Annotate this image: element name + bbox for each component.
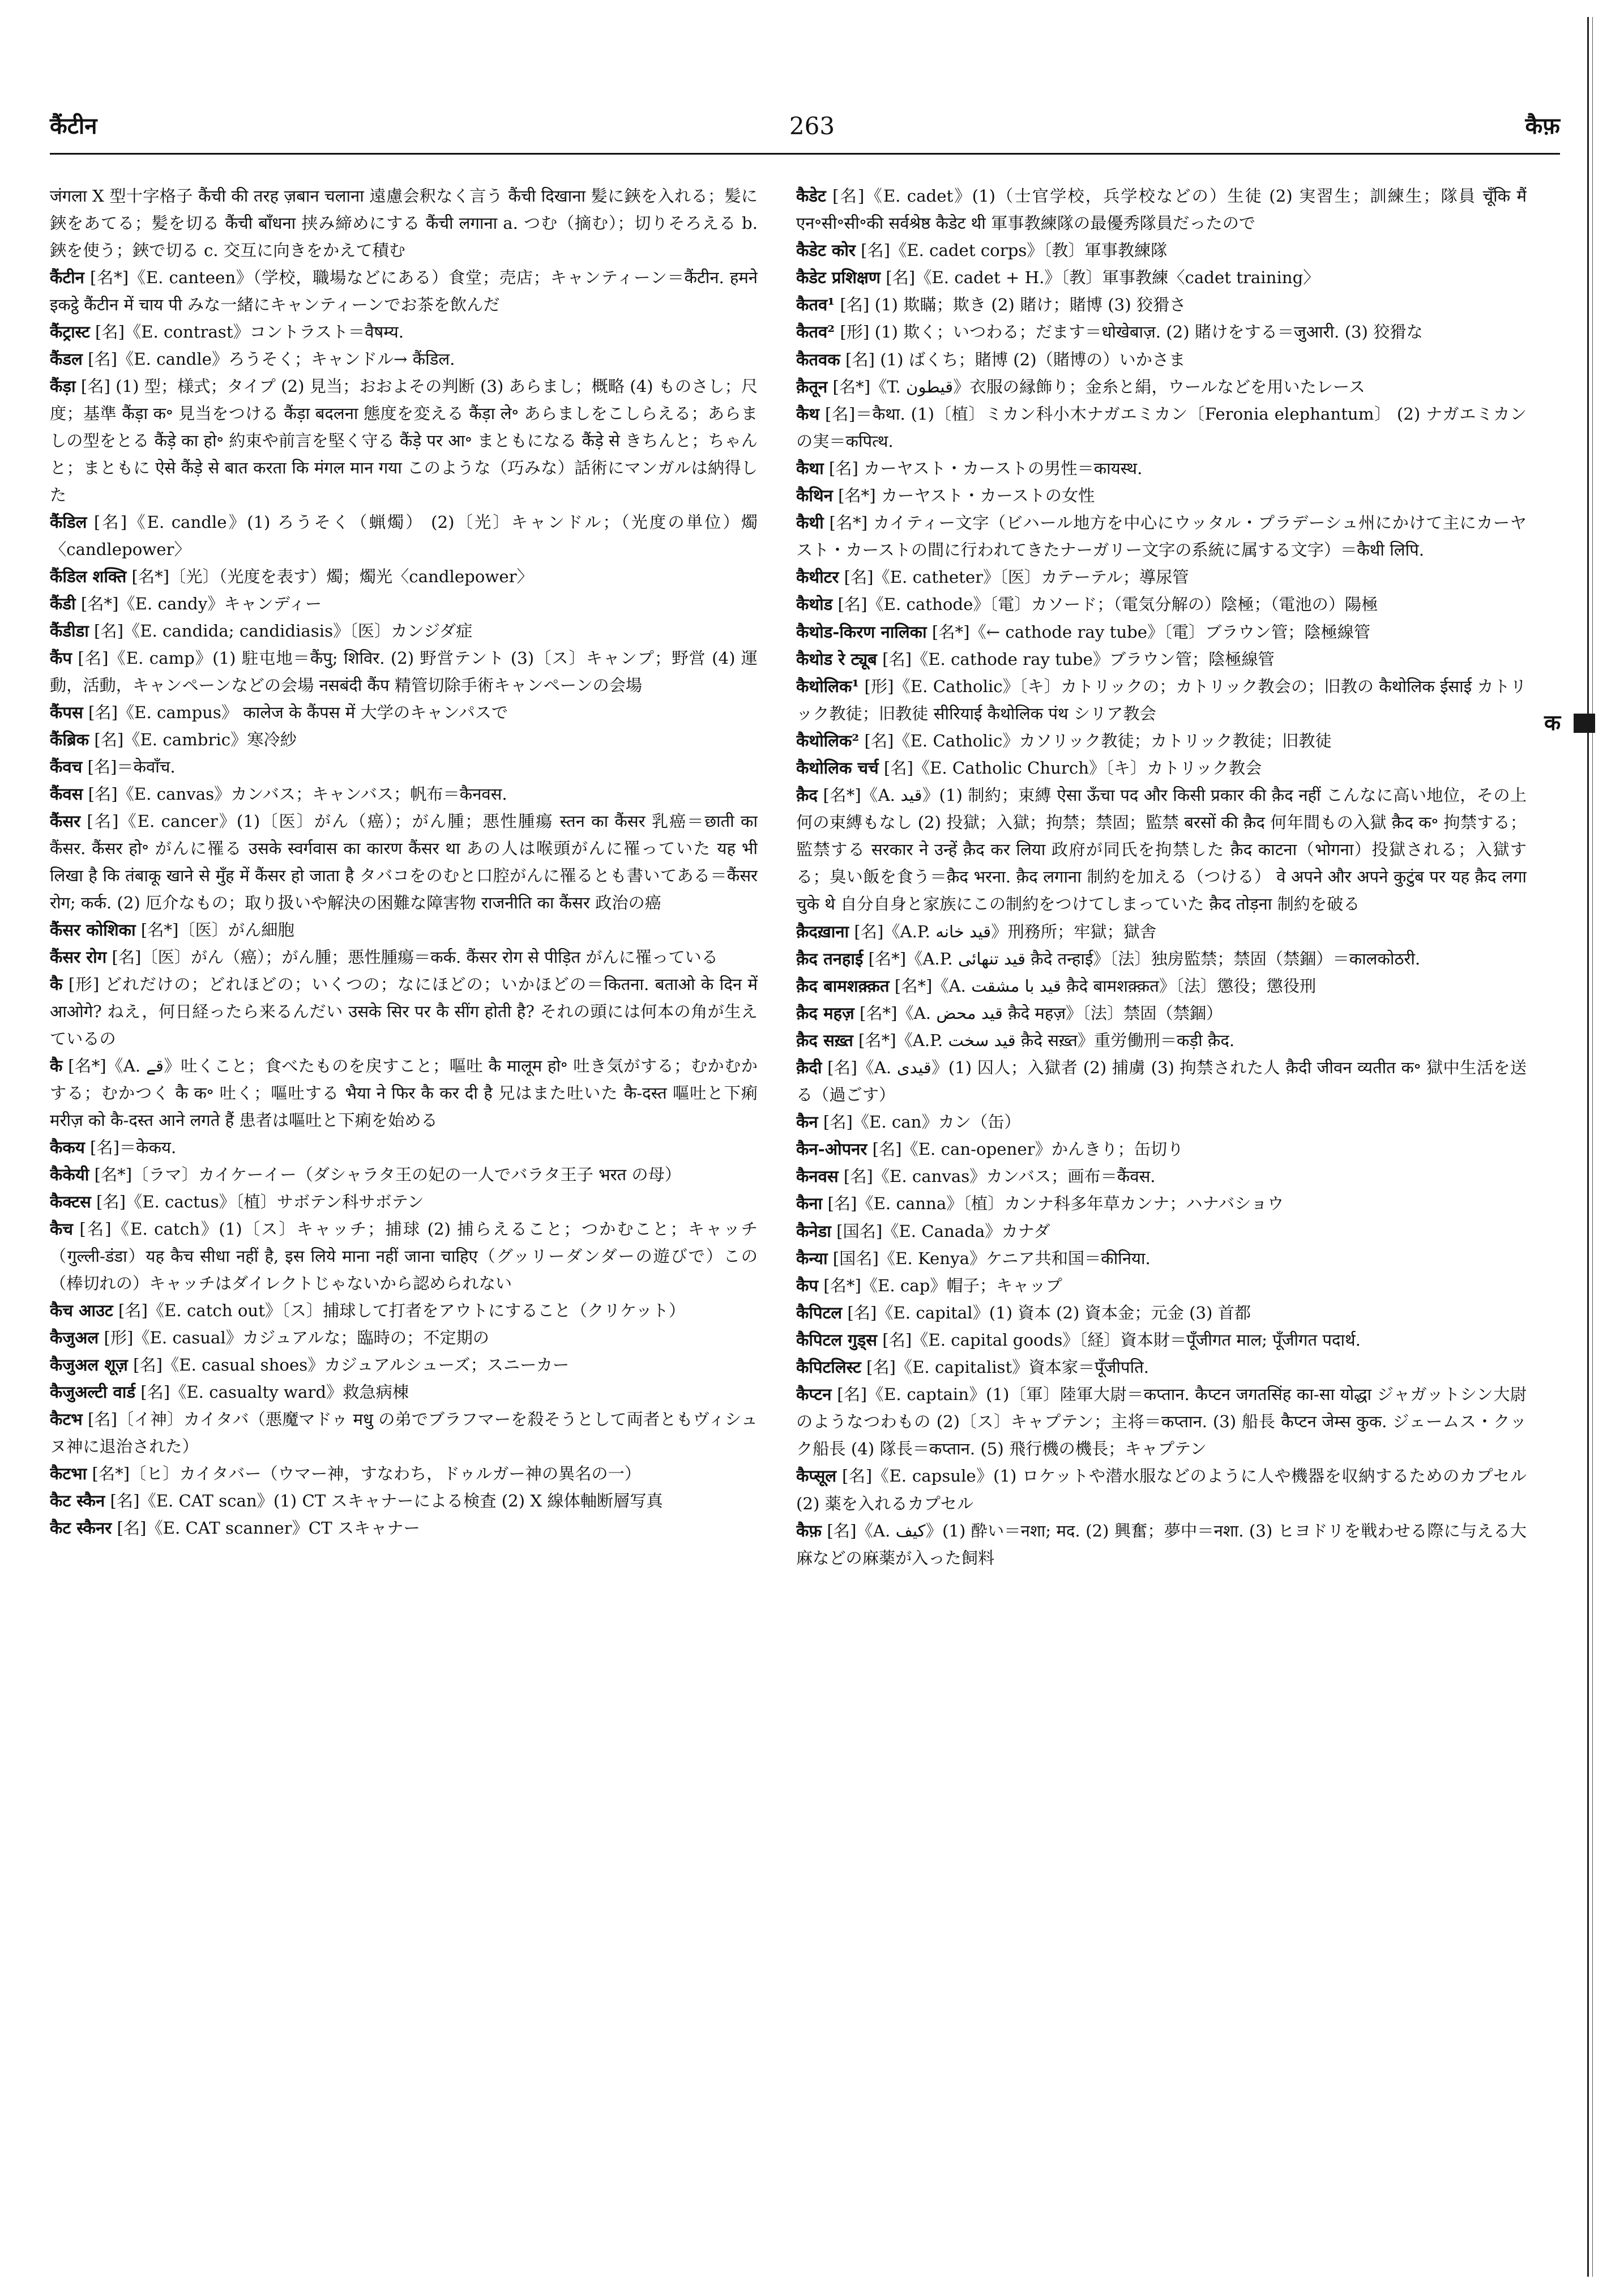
dictionary-entry xyxy=(50,264,758,318)
entry-headword: कैना xyxy=(796,1194,823,1214)
entry-headword: कैच आउट xyxy=(50,1301,113,1320)
dictionary-entry xyxy=(796,1163,1527,1190)
dictionary-entry xyxy=(50,1324,758,1351)
dictionary-entry xyxy=(796,1054,1527,1108)
entry-definition: [名*]《A. قيد محض क़ैदे महज़》〔法〕禁固（禁錮） xyxy=(859,1003,1223,1023)
entry-headword: कैंटीन xyxy=(50,268,84,287)
entry-definition: [名]《E. CAT scanner》CT スキャナー xyxy=(117,1518,420,1538)
entry-definition: [名*]〔光〕（光度を表す）燭；燭光〈candlepower〉 xyxy=(131,567,533,586)
entry-headword: कैंट्रास्ट xyxy=(50,322,90,342)
entry-headword: कैथिन xyxy=(796,486,833,506)
entry-definition: [国名]《E. Kenya》ケニア共和国＝कीनिया. xyxy=(832,1248,1151,1268)
dictionary-entry xyxy=(796,1108,1527,1136)
entry-definition: [名]《E. canna》〔植〕カンナ科多年草カンナ；ハナバショウ xyxy=(827,1194,1284,1214)
entry-headword: कैडेट कोर xyxy=(796,241,856,261)
dictionary-entry xyxy=(796,564,1527,591)
entry-headword: कैंप xyxy=(50,648,72,668)
entry-headword: कैंसर रोग xyxy=(50,947,107,967)
dictionary-entry xyxy=(50,753,758,780)
dictionary-entry xyxy=(50,808,758,916)
dictionary-entry xyxy=(50,645,758,699)
thumb-index-letter: क xyxy=(1544,710,1561,735)
dictionary-entry xyxy=(796,1027,1527,1054)
entry-definition: [名]《A. كيف》(1) 酔い＝नशा; मद. (2) 興奮；夢中＝नशा. (3) ヒヨドリを戦わせる際に与える大麻などの麻薬が入った飼料 xyxy=(796,1521,1527,1568)
entry-headword: कैपिटल गुड्स xyxy=(796,1330,877,1350)
entry-definition: [名]《E. candida; candidiasis》〔医〕カンジダ症 xyxy=(94,621,473,641)
dictionary-entry xyxy=(796,1272,1527,1299)
entry-headword: कैंवच xyxy=(50,757,83,776)
entry-definition: [名*]《A. قے》吐くこと；食べたものを戻すこと；嘔吐 कै मालूम हो॰ 吐き気がする；むかむかする；むかつく कै क॰ 吐く；嘔吐する भैया ने फिर कै कर दी है 兄はまた吐いた कै-दस्त 嘔吐と下痢 मरीज़ को कै-दस्त आने लगते हैं 患者は嘔吐と下痢を始める xyxy=(50,1056,758,1130)
dictionary-entry xyxy=(50,1188,758,1215)
entry-headword: कैथोलिक² xyxy=(796,731,860,750)
entry-headword: कैथोड-किरण नालिका xyxy=(796,622,927,642)
entry-definition: [名*]〔ラマ〕カイケーイー（ダシャラタ王の妃の一人でバラタ王子 भरत の母） xyxy=(94,1165,681,1184)
dictionary-entry xyxy=(50,509,758,563)
entry-headword: कैट स्कैन xyxy=(50,1491,105,1510)
entry-headword: कै xyxy=(50,1056,63,1075)
entry-headword: कैन्या xyxy=(796,1248,828,1268)
entry-definition: [形] どれだけの；どれほどの；いくつの；なにほどの；いかほどの＝कितना. बताओ के दिन में आओगे? ねえ，何日経ったら来るんだい उसके सिर पर कै सींग होती है? それの頭には何本の角が生えているの xyxy=(50,975,758,1048)
entry-headword: कैच xyxy=(50,1219,73,1239)
entry-headword: कैतवक xyxy=(796,349,840,369)
dictionary-entry xyxy=(50,318,758,345)
entry-definition: [国名]《E. Canada》カナダ xyxy=(836,1221,1050,1241)
entry-headword: कैंब्रिक xyxy=(50,730,89,749)
dictionary-entry xyxy=(50,1514,758,1542)
entry-definition: [名] (1) 欺瞞；欺き (2) 賭け；賭博 (3) 狡猾さ xyxy=(840,295,1186,315)
entry-definition: [名]《E. Catholic Church》〔キ〕カトリック教会 xyxy=(883,758,1262,778)
entry-headword: कैकेयी xyxy=(50,1165,89,1184)
entry-definition: [名*]《A.P. قيد سخت क़ैदे सख़्त》重労働刑＝कड़ी क़ैद. xyxy=(858,1030,1235,1050)
entry-headword: कैटभा xyxy=(50,1464,87,1483)
entry-definition: [名*]《A. قيد》(1) 制約；束縛 ऐसा ऊँचा पद और किसी प्रकार की क़ैद नहीं こんなに高い地位，その上何の束縛もなし (2) 投獄；入獄；拘禁；禁固；監禁 बरसों की क़ैद 何年間もの入獄 क़ैद क॰ 拘禁する；監禁する सरकार ने उन्हें क़ैद कर लिया 政府が同氏を拘禁した क़ैद काटना（भोगना）投獄される；入獄する；臭い飯を食う＝क़ैद भरना. क़ैद लगाना 制約を加える（つける） वे अपने और अपने कुटुंब पर यह क़ैद लगा चुके थे 自分自身と家族にこの制約をつけてしまっていた क़ैद तोड़ना 制約を破る xyxy=(796,786,1527,914)
dictionary-entry xyxy=(50,1297,758,1324)
dictionary-entry xyxy=(796,455,1527,482)
entry-definition: [名]《E. catch》(1)〔ス〕キャッチ；捕球 (2) 捕らえること；つかむこと；キャッチ（गुल्ली-डंडा）यह कैच सीधा नहीं है, इस लिये माना नहीं जाना चाहिए（グッリーダンダーの遊びで）この（棒切れの）キャッチはダイレクトじゃないから認められない xyxy=(50,1219,758,1293)
entry-definition: [名]《E. CAT scan》(1) CT スキャナーによる検査 (2) X 線体軸断層写真 xyxy=(110,1491,663,1510)
entry-definition: [名]《E. cactus》〔植〕サボテン科サボテン xyxy=(96,1192,424,1211)
dictionary-entry xyxy=(50,373,758,509)
dictionary-entry xyxy=(50,590,758,617)
dictionary-entry xyxy=(50,617,758,645)
page-number: 263 xyxy=(789,112,835,140)
entry-definition: [名]《E. capsule》(1) ロケットや潜水服などのように人や機器を収納するためのカプセル (2) 薬を入れるカプセル xyxy=(796,1466,1527,1513)
dictionary-entry xyxy=(50,1487,758,1514)
dictionary-entry xyxy=(50,1406,758,1460)
entry-definition: [名] (1) ばくち；賭博 (2)（賭博の）いかさま xyxy=(845,349,1186,369)
dictionary-entry xyxy=(796,264,1527,291)
dictionary-entry xyxy=(796,673,1527,727)
entry-headword: कैथोड रे ट्यूब xyxy=(796,649,877,669)
entry-headword: कैथोलिक चर्च xyxy=(796,758,879,778)
dictionary-entry xyxy=(50,1161,758,1188)
dictionary-entry xyxy=(50,780,758,808)
dictionary-entry xyxy=(50,944,758,971)
entry-headword: कैंपस xyxy=(50,703,83,722)
entry-headword: कैट स्कैनर xyxy=(50,1518,112,1538)
dictionary-entry xyxy=(50,726,758,753)
entry-definition: [名]《E. campus》 कालेज के कैंपस में 大学のキャンパスで xyxy=(88,703,508,722)
dictionary-entry xyxy=(796,291,1527,318)
entry-definition: [名]《E. captain》(1)〔軍〕陸軍大尉＝कप्तान. कैप्टन जगतसिंह का-सा योद्धा ジャガットシン大尉のようなつわもの (2)〔ス〕キャプテン；主将＝कप्तान. (3) 船長 कैप्टन जेम्स कुक. ジェームス・クック船長 (4) 隊長＝कप्तान. (5) 飛行機の機長；キャプテン xyxy=(796,1385,1527,1459)
dictionary-entry xyxy=(796,1462,1527,1517)
dictionary-entry xyxy=(796,1381,1527,1462)
entry-headword: कैंडी xyxy=(50,594,76,613)
dictionary-entry xyxy=(50,1460,758,1487)
dictionary-entry xyxy=(796,1354,1527,1381)
entry-definition: [名*]〔ヒ〕カイタバー（ウマー神，すなわち，ドゥルガー神の異名の一） xyxy=(92,1464,641,1483)
entry-definition: [名*]《T. قيطون》衣服の縁飾り；金糸と絹，ウールなどを用いたレース xyxy=(832,377,1365,396)
left-guide-word: कैंटीन xyxy=(50,113,97,139)
dictionary-entry xyxy=(796,1136,1527,1163)
page-edge-rule-inner xyxy=(1592,17,1593,2277)
entry-headword: कैप्टन xyxy=(796,1385,832,1405)
entry-definition: [名]《E. capitalist》資本家＝पूँजीपति. xyxy=(866,1358,1149,1377)
dictionary-entry xyxy=(50,971,758,1052)
dictionary-entry xyxy=(796,945,1527,972)
entry-definition: [名*] カイティー文字（ビハール地方を中心にウッタル・プラデーシュ州にかけて主にカーヤスト・カーストの間に行われてきたナーガリー文字の系統に属する文字）＝कैथी लिपि. xyxy=(796,513,1527,560)
entry-definition: [名]《E. Catholic》カソリック教徒；カトリック教徒；旧教徒 xyxy=(864,731,1332,750)
dictionary-entry xyxy=(50,182,758,264)
entry-definition: जंगला X 型十字格子 कैंची की तरह ज़बान चलाना 遠慮会釈なく言う कैंची दिखाना 髪に鋏を入れる；髪に鋏をあてる；髪を切る कैंची बाँधना 挟み締めにする कैंची लगाना a. つむ（摘む）；切りそろえる b. 鋏を使う；鋏で切る c. 交互に向きをかえて積む xyxy=(50,186,758,260)
entry-definition: [名]《E. cancer》(1)〔医〕がん（癌）；がん腫；悪性腫瘍 स्तन का कैंसर 乳癌＝छाती का कैंसर. कैंसर हो॰ がんに罹る उसके स्वर्गवास का कारण कैंसर था あの人は喉頭がんに罹っていた यह भी लिखा है कि तंबाकू खाने से मुँह में कैंसर हो जाता है タバコをのむと口腔がんに罹るとも書いてある＝कैंसर रोग; कर्क. (2) 厄介なもの；取り扱いや解決の困難な障害物 राजनीति का कैंसर 政治の癌 xyxy=(50,812,758,912)
entry-headword: कैन-ओपनर xyxy=(796,1139,867,1159)
entry-definition: [名] カーヤスト・カーストの男性＝कायस्थ. xyxy=(828,458,1143,478)
entry-definition: [名*]《E. candy》キャンディー xyxy=(80,594,322,613)
entry-headword: क़ैद xyxy=(796,786,818,805)
header-rule xyxy=(50,153,1560,155)
entry-definition: [名*] カーヤスト・カーストの女性 xyxy=(838,486,1095,506)
entry-headword: कैंसर कोशिका xyxy=(50,920,136,940)
entry-headword: कैनेडा xyxy=(796,1221,831,1241)
entry-definition: [名] (1) 型；様式；タイプ (2) 見当；おおよその判断 (3) あらまし；概略 (4) ものさし；尺度；基準 कैंड़ा क॰ 見当をつける कैंड़ा बदलना 態度を変える कैंड़ा ले॰ あらましをこしらえる；あらましの型をとる कैंड़े का हो॰ 約束や前言を堅く守る कैंड़े पर आ॰ まともになる कैंड़े से きちんと；ちゃんと；まともに ऐसे कैंड़े से बात करता कि मंगल मान गया このような（巧みな）話術にマンガルは納得した xyxy=(50,377,758,505)
entry-headword: कैजुअल्टी वार्ड xyxy=(50,1382,135,1402)
dictionary-entry xyxy=(50,699,758,726)
entry-definition: [名]《E. candle》(1) ろうそく（蝋燭） (2)〔光〕キャンドル；（光度の単位）燭〈candlepower〉 xyxy=(50,513,758,559)
dictionary-entry xyxy=(796,918,1527,945)
entry-definition: [名]《E. cadet》(1)（士官学校，兵学校などの）生徒 (2) 実習生；訓練生；隊員 चूँकि मैं एन॰सी॰सी॰की सर्वश्रेष्ठ कैडेट थी 軍事教練隊の最優秀隊員だったので xyxy=(796,186,1527,233)
entry-definition: [形]《E. casual》カジュアルな；臨時の；不定期の xyxy=(104,1328,489,1347)
entry-definition: [名*]《E. canteen》（学校，職場などにある）食堂；売店；キャンティーン＝कैंटीन. हमने इकट्ठे कैंटीन में चाय पी みな一緒にキャンティーンでお茶を飲んだ xyxy=(50,268,758,314)
entry-definition: [名]＝केवाँच. xyxy=(87,757,176,776)
dictionary-entry xyxy=(796,646,1527,673)
dictionary-entry xyxy=(796,1000,1527,1027)
thumb-index-tab xyxy=(1544,710,1596,736)
dictionary-entry xyxy=(50,1378,758,1406)
entry-definition: [名]〔イ神〕カイタバ（悪魔マドゥ मधु の弟でブラフマーを殺そうとして両者ともヴィシュヌ神に退治された） xyxy=(50,1410,758,1456)
entry-headword: कैपिटल xyxy=(796,1303,843,1322)
dictionary-entry xyxy=(796,1190,1527,1217)
entry-headword: कैंडल xyxy=(50,349,83,369)
entry-headword: क़ैद तनहाई xyxy=(796,949,864,968)
entry-headword: कैडेट प्रशिक्षण xyxy=(796,268,881,288)
entry-headword: कैनवस xyxy=(796,1167,839,1186)
dictionary-entry xyxy=(796,972,1527,1000)
dictionary-entry xyxy=(796,237,1527,264)
dictionary-entry xyxy=(796,754,1527,782)
dictionary-entry xyxy=(796,509,1527,564)
entry-definition: [名]《E. cathode ray tube》ブラウン管；陰極線管 xyxy=(882,649,1275,669)
dictionary-entry xyxy=(796,1299,1527,1326)
dictionary-entry xyxy=(796,618,1527,646)
dictionary-entry xyxy=(50,563,758,590)
entry-headword: कैथोलिक¹ xyxy=(796,676,860,696)
entry-headword: कैजुअल शूज़ xyxy=(50,1355,128,1375)
entry-headword: कैथा xyxy=(796,458,824,478)
entry-definition: [名*]《A. قيد با مشقت क़ैदे बामशक़्क़त》〔法〕懲役；懲役刑 xyxy=(894,976,1317,996)
right-column xyxy=(796,182,1527,2255)
thumb-index-marker xyxy=(1574,714,1595,733)
entry-definition: [名]《A. قيدى》(1) 囚人；入獄者 (2) 捕虜 (3) 拘禁された人 क़ैदी जीवन व्यतीत क॰ 獄中生活を送る（過ごす） xyxy=(796,1058,1527,1105)
entry-definition: [名]《E. canvas》カンバス；画布＝कैंवस. xyxy=(843,1167,1156,1186)
dictionary-entry xyxy=(50,345,758,373)
entry-headword: कैतव² xyxy=(796,322,835,342)
dictionary-entry xyxy=(796,318,1527,345)
entry-definition: [名]《E. contrast》コントラスト＝वैषम्य. xyxy=(95,322,404,342)
right-guide-word: कैफ़ xyxy=(1525,113,1560,139)
entry-headword: कैथोड xyxy=(796,595,833,614)
entry-definition: [名*]《A.P. قيد تنهائى क़ैदे तन्हाई》〔法〕独房監禁；禁固（禁錮）＝कालकोठरी. xyxy=(868,949,1421,968)
entry-definition: [名]《E. candle》ろうそく；キャンドル→ कैंडिल. xyxy=(88,349,455,369)
dictionary-entry xyxy=(796,346,1527,373)
entry-definition: [名]〔医〕がん（癌）；がん腫；悪性腫瘍＝कर्क. कैंसर रोग से पीड़ित がんに罹っている xyxy=(112,947,718,967)
entry-definition: [名]《E. capital goods》〔経〕資本財＝पूँजीगत माल; पूँजीगत पदार्थ. xyxy=(882,1330,1361,1350)
entry-headword: कैंड़ा xyxy=(50,377,76,396)
entry-headword: कैटभ xyxy=(50,1410,83,1429)
entry-definition: [名*]〔医〕がん細胞 xyxy=(140,920,294,940)
entry-headword: कैंसर xyxy=(50,812,81,831)
entry-headword: कैथी xyxy=(796,513,824,533)
dictionary-entry xyxy=(796,1517,1527,1572)
dictionary-entry xyxy=(796,727,1527,754)
entry-headword: कैप xyxy=(796,1275,818,1295)
entry-headword: कैपिटलिस्ट xyxy=(796,1358,861,1377)
entry-definition: [名]《E. catch out》〔ス〕捕球して打者をアウトにすること（クリケット） xyxy=(118,1301,686,1320)
dictionary-entry xyxy=(796,1245,1527,1272)
entry-headword: कैथ xyxy=(796,404,820,424)
entry-definition: [名]＝कैथा. (1)〔植〕ミカン科小木ナガエミカン〔Feronia elephantum〕 (2) ナガエミカンの実＝कपित्थ. xyxy=(796,404,1527,451)
entry-definition: [形]《E. Catholic》〔キ〕カトリックの；カトリック教会の；旧教の कैथोलिक ईसाई カトリック教徒；旧教徒 सीरियाई कैथोलिक पंथ シリア教会 xyxy=(796,676,1527,723)
dictionary-entry xyxy=(796,400,1527,455)
dictionary-entry xyxy=(50,1134,758,1161)
entry-headword: कैजुअल xyxy=(50,1328,99,1347)
entry-headword: कैक्टस xyxy=(50,1192,91,1211)
dictionary-entry xyxy=(796,182,1527,237)
entry-definition: [名]《E. canvas》カンバス；キャンバス；帆布＝कैनवस. xyxy=(88,784,507,804)
entry-headword: क़ैद सख़्त xyxy=(796,1030,853,1050)
entry-headword: कैंवस xyxy=(50,784,83,804)
page-edge-rule xyxy=(1587,17,1589,2277)
dictionary-entry xyxy=(50,1215,758,1297)
entry-headword: कैतव¹ xyxy=(796,295,835,315)
entry-headword: कैकय xyxy=(50,1138,85,1157)
entry-headword: कैंडिल शक्ति xyxy=(50,567,127,586)
dictionary-entry xyxy=(796,482,1527,509)
entry-definition: [名*]《← cathode ray tube》〔電〕ブラウン管；陰極線管 xyxy=(931,622,1371,642)
entry-definition: [名]《E. cadet + H.》〔教〕軍事教練〈cadet training〉 xyxy=(886,268,1320,288)
entry-headword: कैंडीडा xyxy=(50,621,89,641)
entry-headword: कैन xyxy=(796,1112,818,1132)
entry-headword: कैथीटर xyxy=(796,567,839,587)
entry-definition: [名]《E. casualty ward》救急病棟 xyxy=(140,1382,409,1402)
dictionary-entry xyxy=(50,1052,758,1134)
entry-definition: [形] (1) 欺く；いつわる；だます＝धोखेबाज़. (2) 賭けをする＝जुआरी. (3) 狡猾な xyxy=(840,322,1423,342)
dictionary-entry xyxy=(796,782,1527,917)
left-column xyxy=(50,182,758,2255)
entry-definition: [名]《E. casual shoes》カジュアルシューズ；スニーカー xyxy=(133,1355,570,1375)
dictionary-entry xyxy=(50,916,758,944)
entry-definition: [名]《E. capital》(1) 資本 (2) 資本金；元金 (3) 首都 xyxy=(847,1303,1251,1322)
entry-headword: कैप्सूल xyxy=(796,1466,837,1486)
entry-definition: [名]《E. camp》(1) 駐屯地＝कैंपु; शिविर. (2) 野営テント (3)〔ス〕キャンプ；野営 (4) 運動，活動，キャンペーンなどの会場 नसबंदी कैंप 精管切除手術キャンペーンの会場 xyxy=(50,648,758,695)
dictionary-entry xyxy=(796,591,1527,618)
entry-headword: क़ैद महज़ xyxy=(796,1003,854,1023)
entry-definition: [名]《E. cadet corps》〔教〕軍事教練隊 xyxy=(861,241,1168,261)
entry-definition: [名]《A.P. قيد خانه》刑務所；牢獄；獄舎 xyxy=(854,921,1157,941)
dictionary-entry xyxy=(796,373,1527,400)
entry-definition: [名]＝केकय. xyxy=(90,1138,177,1157)
entry-headword: कैंडिल xyxy=(50,513,87,532)
entry-headword: क़ैद बामशक़्क़त xyxy=(796,976,890,996)
entry-headword: कैफ़ xyxy=(796,1521,822,1540)
dictionary-entry xyxy=(50,1351,758,1378)
entry-definition: [名*]《E. cap》帽子；キャップ xyxy=(823,1275,1062,1295)
entry-headword: क़ैदख़ाना xyxy=(796,921,849,941)
entry-definition: [名]《E. cathode》〔電〕カソード；（電気分解の）陰極；（電池の）陽極 xyxy=(837,595,1378,614)
entry-definition: [名]《E. cambric》寒冷紗 xyxy=(94,730,297,749)
entry-headword: कैडेट xyxy=(796,186,826,206)
dictionary-entry xyxy=(796,1218,1527,1245)
entry-headword: क़ैदी xyxy=(796,1058,822,1077)
entry-definition: [名]《E. catheter》〔医〕カテーテル；導尿管 xyxy=(844,567,1189,587)
entry-definition: [名]《E. can-opener》かんきり；缶切り xyxy=(872,1139,1184,1159)
entry-headword: क़ैतून xyxy=(796,377,828,396)
entry-definition: [名]《E. can》カン（缶） xyxy=(823,1112,1021,1132)
dictionary-entry xyxy=(796,1326,1527,1354)
entry-headword: कै xyxy=(50,975,63,994)
